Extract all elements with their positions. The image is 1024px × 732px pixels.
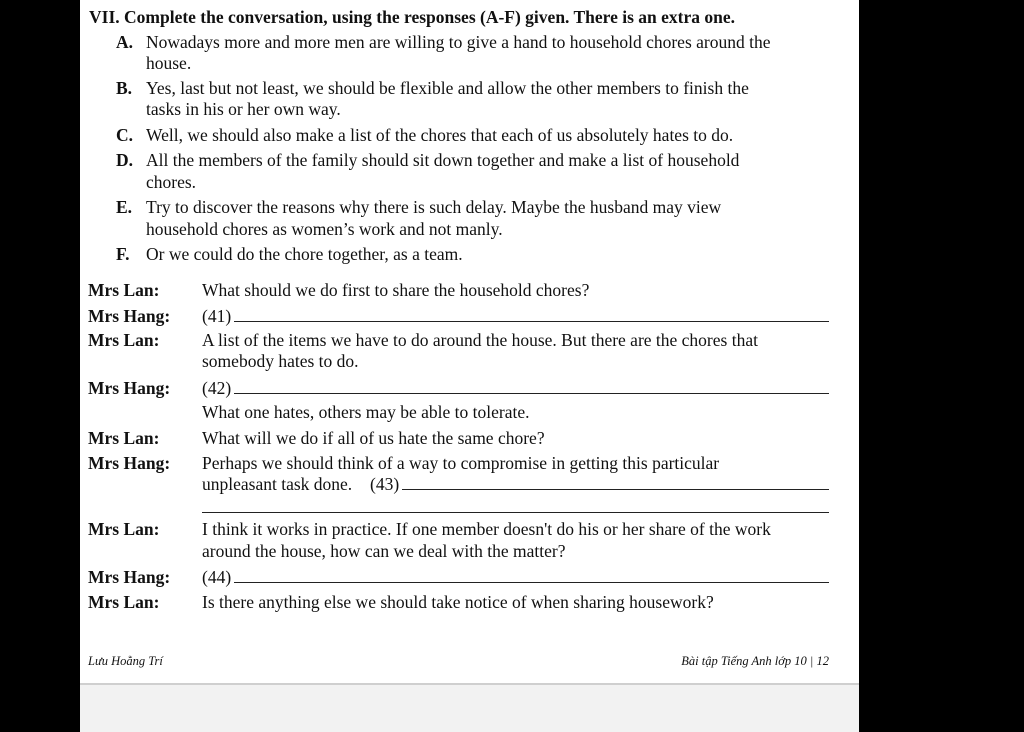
option-text: household chores as women’s work and not manly. [146, 219, 503, 239]
document-page [80, 0, 859, 685]
option-text: Try to discover the reasons why there is such delay. Maybe the husband may view [146, 197, 722, 217]
speaker-label: Mrs Hang: [88, 567, 171, 587]
speaker-label: Mrs Hang: [88, 306, 171, 326]
blank-number: (43) [370, 474, 400, 494]
answer-blank-43-continued[interactable] [202, 512, 829, 513]
option-letter: E. [116, 197, 133, 217]
answer-blank-43[interactable] [402, 489, 829, 490]
answer-blank-42[interactable] [234, 393, 829, 394]
dialogue-text: unpleasant task done. [202, 474, 353, 494]
dialogue-text: A list of the items we have to do around the house. But there are the chores that [202, 330, 758, 350]
speaker-label: Mrs Lan: [88, 330, 160, 350]
option-letter: A. [116, 32, 134, 52]
blank-number: (41) [202, 306, 232, 326]
option-text: Or we could do the chore together, as a team. [146, 244, 463, 264]
speaker-label: Mrs Lan: [88, 592, 160, 612]
dialogue-text: What one hates, others may be able to tolerate. [202, 402, 530, 422]
option-letter: B. [116, 78, 133, 98]
dialogue-text: around the house, how can we deal with the matter? [202, 541, 566, 561]
blank-number: (42) [202, 378, 232, 398]
option-text: chores. [146, 172, 197, 192]
speaker-label: Mrs Hang: [88, 378, 171, 398]
exercise-heading: VII. Complete the conversation, using the responses (A-F) given. There is an extra one. [89, 7, 736, 27]
option-text: tasks in his or her own way. [146, 99, 341, 119]
speaker-label: Mrs Hang: [88, 453, 171, 473]
document-sheet [80, 0, 859, 732]
option-letter: D. [116, 150, 134, 170]
dialogue-text: Is there anything else we should take notice of when sharing housework? [202, 592, 714, 612]
speaker-label: Mrs Lan: [88, 280, 160, 300]
dialogue-text: somebody hates to do. [202, 351, 359, 371]
blank-number: (44) [202, 567, 232, 587]
option-text: Nowadays more and more men are willing to give a hand to household chores around the [146, 32, 771, 52]
option-text: Yes, last but not least, we should be flexible and allow the other members to finish the [146, 78, 749, 98]
option-letter: F. [116, 244, 130, 264]
dialogue-text: What will we do if all of us hate the same chore? [202, 428, 545, 448]
speaker-label: Mrs Lan: [88, 519, 160, 539]
option-text: house. [146, 53, 192, 73]
footer-author: Lưu Hoằng Trí [88, 654, 163, 668]
answer-blank-44[interactable] [234, 582, 829, 583]
footer-book-page: Bài tập Tiếng Anh lớp 10 | 12 [681, 654, 829, 668]
option-letter: C. [116, 125, 134, 145]
dialogue-text: I think it works in practice. If one member doesn't do his or her share of the work [202, 519, 771, 539]
option-text: Well, we should also make a list of the chores that each of us absolutely hates to do. [146, 125, 734, 145]
option-text: All the members of the family should sit down together and make a list of household [146, 150, 740, 170]
dialogue-text: What should we do first to share the household chores? [202, 280, 590, 300]
dialogue-text: Perhaps we should think of a way to compromise in getting this particular [202, 453, 720, 473]
speaker-label: Mrs Lan: [88, 428, 160, 448]
answer-blank-41[interactable] [234, 321, 829, 322]
